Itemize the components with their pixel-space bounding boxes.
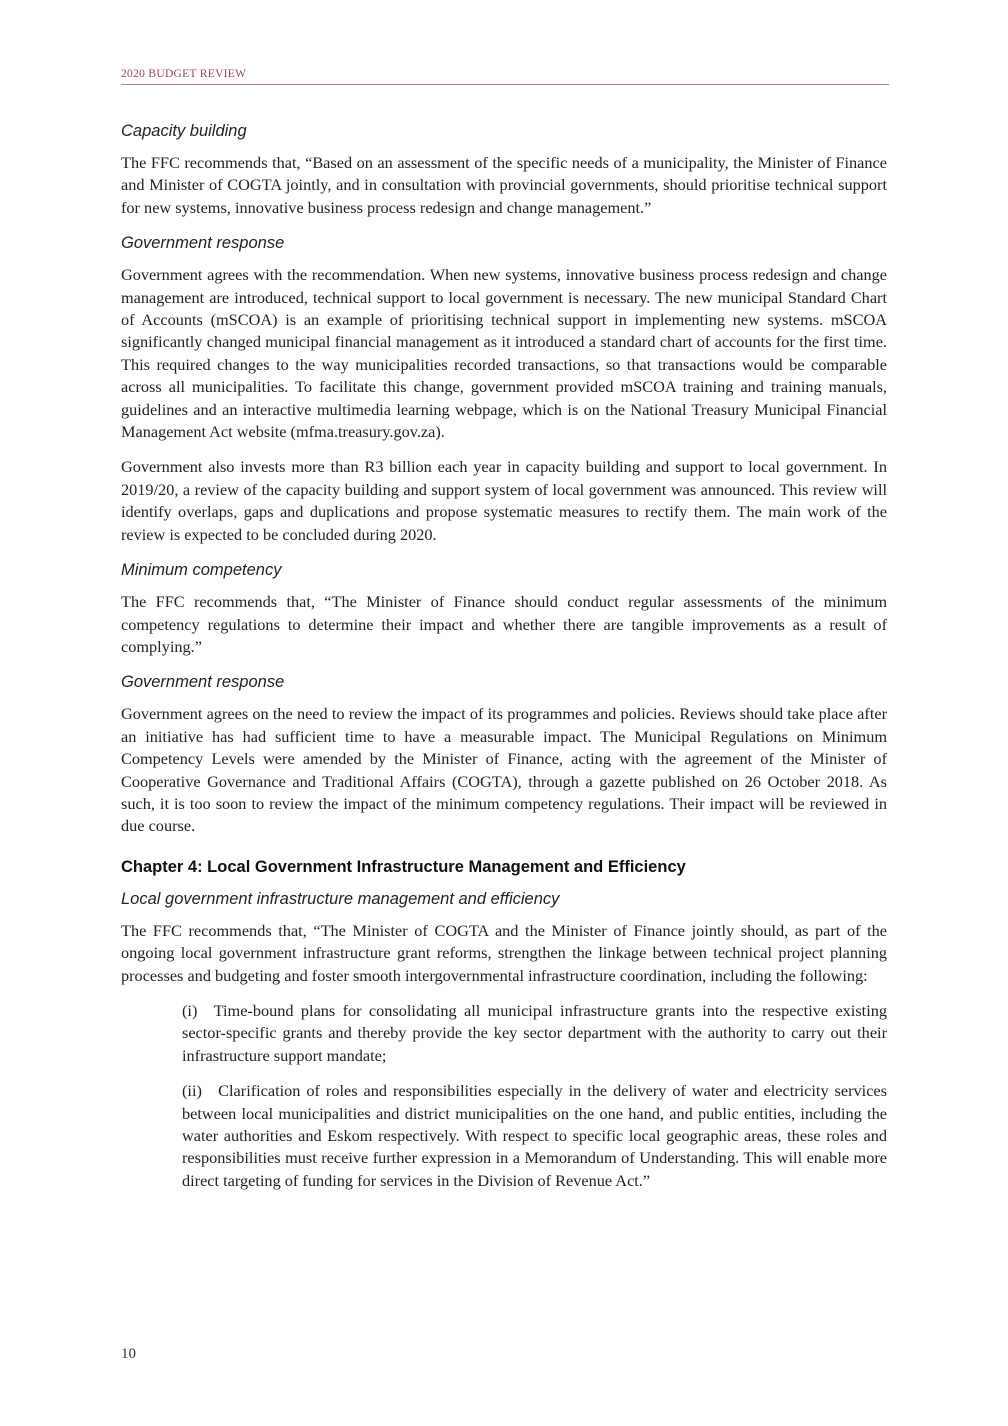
infrastructure-paragraph: The FFC recommends that, “The Minister of COGTA and the Minister of Finance jointly should, as part of the ongoing local government infrastructure grant reforms, strengthen the linkage between technical project planning processes and budgeting and foster smooth intergovernmental infrastructure coordination, including the following: xyxy=(121,920,887,985)
minimum-competency-paragraph: The FFC recommends that, “The Minister of Finance should conduct regular assessments of the minimum competency regulations to determine their impact and whether there are tangible improvements as a result of complying.” xyxy=(121,592,887,656)
government-response-paragraph-1: Government agrees with the recommendation. When new systems, innovative business process redesign and change management are introduced, technical support to local government is necessary. The new municipal Standard Chart of Accounts (mSCOA) is an example of prioritising technical support in implementing new systems. mSCOA significantly changed municipal financial management as it introduced a standard chart of accounts for the first time. This required changes to the way municipalities recorded transactions, so that transactions would be comparable across all municipalities. To facilitate this change, government provided mSCOA training and training manuals, guidelines and an interactive multimedia learning webpage, which is on the National Treasury Municipal Financial Management Act website (mfma.treasury.gov.za). xyxy=(121,265,887,442)
infrastructure-heading: Local government infrastructure management and efficiency xyxy=(121,889,560,908)
government-response-heading-2: Government response xyxy=(121,673,285,692)
list-item-ii: (ii) Clarification of roles and responsibilities especially in the delivery of water and electricity services between local municipalities and district municipalities on the one hand, and public entities, including the water authorities and Eskom respectively. With respect to specific local geographic areas, these roles and responsibilities must receive further expression in a Memorandum of Understanding. This will enable more direct targeting of funding for services in the Division of Revenue Act.” xyxy=(182,1081,887,1190)
minimum-competency-heading: Minimum competency xyxy=(121,561,282,580)
list-item-i: (i) Time-bound plans for consolidating all municipal infrastructure grants into the respective existing sector-specific grants and thereby provide the key sector department with the authority to carry out their infrastructure support mandate; xyxy=(182,1000,887,1065)
page-number: 10 xyxy=(121,1346,136,1362)
government-response-paragraph-2: Government also invests more than R3 billion each year in capacity building and support to local government. In 2019/20, a review of the capacity building and support system of local government was announced. This review will identify overlaps, gaps and duplications and propose systematic measures to rectify them. The main work of the review is expected to be concluded during 2020. xyxy=(121,457,887,544)
government-response-paragraph-3: Government agrees on the need to review the impact of its programmes and policies. Reviews should take place after an initiative has had sufficient time to have a measurable impact. The Municipal Regulations on Minimum Competency Levels were amended by the Minister of Finance, acting with the agreement of the Minister of Cooperative Governance and Traditional Affairs (COGTA), through a gazette published on 26 October 2018. As such, it is too soon to review the impact of the minimum competency regulations. Their impact will be reviewed in due course. xyxy=(121,704,887,836)
government-response-heading-1: Government response xyxy=(121,234,285,253)
capacity-building-heading: Capacity building xyxy=(121,122,247,140)
page-body xyxy=(121,120,887,1205)
capacity-building-paragraph: The FFC recommends that, “Based on an assessment of the specific needs of a municipality, the Minister of Finance and Minister of COGTA jointly, and in consultation with provincial governments, should prioritise technical support for new systems, innovative business process redesign and change management.” xyxy=(121,153,887,217)
running-header: 2020 BUDGET REVIEW xyxy=(121,68,889,85)
chapter-heading: Chapter 4: Local Government Infrastructure Management and Efficiency xyxy=(121,857,686,876)
